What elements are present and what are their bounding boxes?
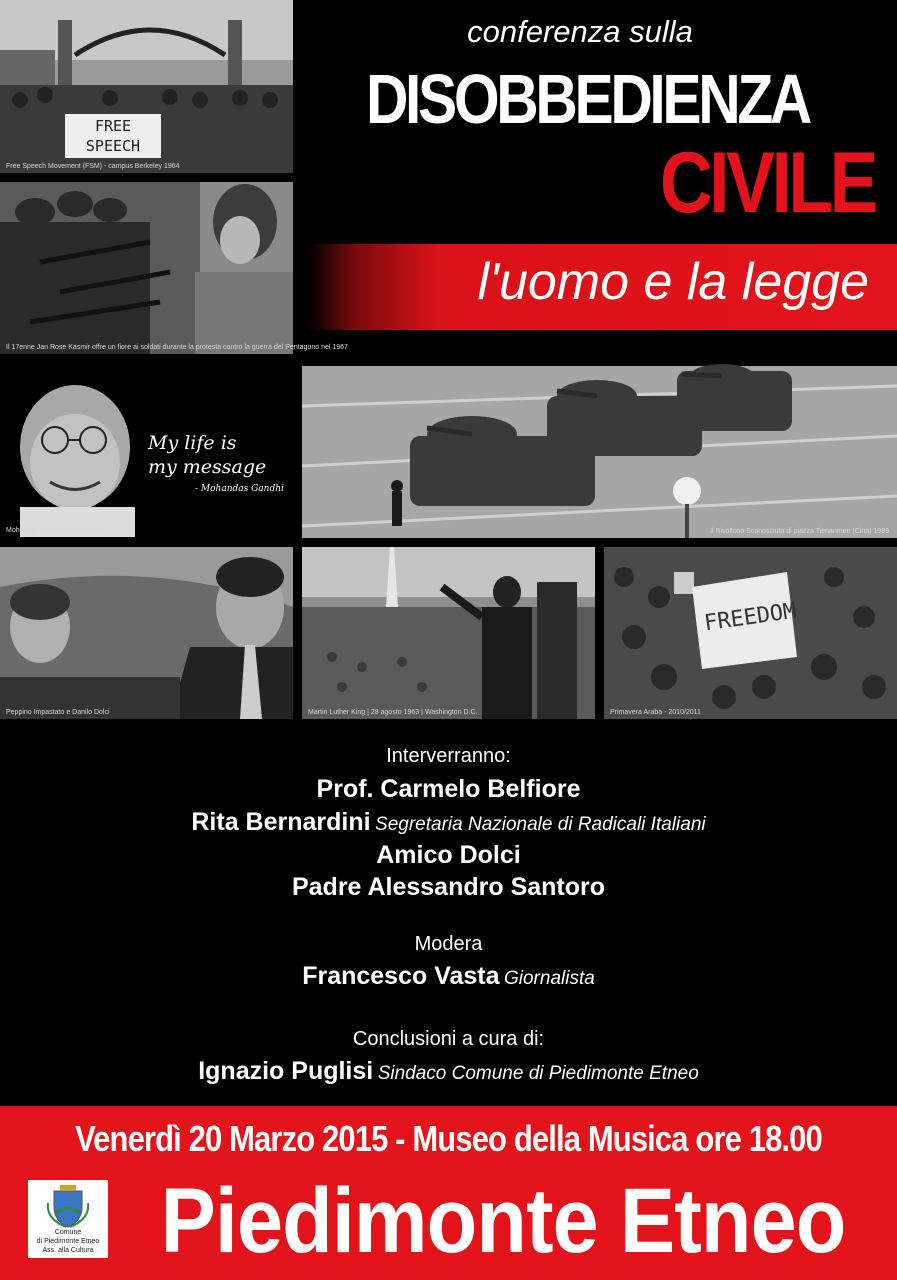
coat-of-arms-icon xyxy=(44,1183,92,1229)
crest-text-line2: di Piedimonte Etneo xyxy=(36,1238,100,1245)
caption-arab-spring: Primavera Araba - 2010/2011 xyxy=(610,709,701,716)
speaker-1: Prof. Carmelo Belfiore xyxy=(316,775,581,803)
city-name: Piedimonte Etneo xyxy=(160,1170,846,1272)
municipality-logo-text xyxy=(28,1228,108,1255)
freedom-sign: FREEDOM xyxy=(702,598,799,637)
title-civile: CIVILE xyxy=(659,135,875,231)
crest-text-line1: Comune xyxy=(54,1229,82,1236)
event-date-venue: Venerdì 20 Marzo 2015 - Museo della Musica ore 18.00 xyxy=(75,1118,822,1159)
photo-mlk xyxy=(302,547,595,719)
conference-subtitle: conferenza sulla xyxy=(467,14,693,49)
caption-tiananmen: Il Rivoltoso Sconosciuto di piazza Tienanmen (Cina) 1989 xyxy=(710,528,889,535)
photo-pentagon xyxy=(0,182,348,354)
speaker-4: Padre Alessandro Santoro xyxy=(291,873,606,901)
gandhi-quote-author: - Mohandas Gandhi xyxy=(195,484,284,494)
moderator-label: Modera xyxy=(414,933,483,955)
caption-impastato: Peppino Impastato e Danilo Dolci xyxy=(6,709,110,716)
photo-berkeley xyxy=(0,0,293,173)
photo-arab-spring xyxy=(604,547,897,719)
gandhi-quote-line1: My life is xyxy=(148,432,237,454)
tagline: l'uomo e la legge xyxy=(477,253,869,311)
conclusion-role: Sindaco Comune di Piedimonte Etneo xyxy=(377,1063,699,1084)
speaker-2-role: Segretaria Nazionale di Radicali Italiani xyxy=(375,814,706,835)
caption-berkeley: Free Speech Movement (FSM) - campus Berkeley 1964 xyxy=(6,163,180,170)
gandhi-quote-line2: my message xyxy=(148,456,267,478)
speaker-2: Rita Bernardini Segretaria Nazionale di Radicali Italiani xyxy=(191,808,706,836)
moderator: Francesco Vasta Giornalista xyxy=(302,962,595,990)
speakers-label: Interverranno: xyxy=(386,745,511,767)
caption-pentagon: Il 17enne Jan Rose Kasmir offre un fiore ai soldati durante la protesta contro la guerra del Pentagono nel 1967 xyxy=(6,344,348,351)
caption-mlk: Martin Luther King | 28 agosto 1963 | Washington D.C. xyxy=(308,709,478,716)
conclusion-speaker: Ignazio Puglisi Sindaco Comune di Piedimonte Etneo xyxy=(198,1057,699,1085)
photo-tiananmen xyxy=(302,366,897,538)
crest-text-line3: Ass. alla Cultura xyxy=(42,1247,94,1254)
moderator-role: Giornalista xyxy=(503,968,595,989)
title-disobbedienza: DISOBBEDIENZA xyxy=(365,60,810,138)
free-speech-sign: FREE SPEECH xyxy=(85,117,141,155)
speaker-3: Amico Dolci xyxy=(376,841,521,869)
caption-gandhi: Mohandas Karamchand Gandhi xyxy=(6,527,105,534)
conclusion-label: Conclusioni a cura di: xyxy=(352,1028,545,1050)
photo-impastato xyxy=(0,547,293,719)
photo-gandhi xyxy=(0,362,293,537)
